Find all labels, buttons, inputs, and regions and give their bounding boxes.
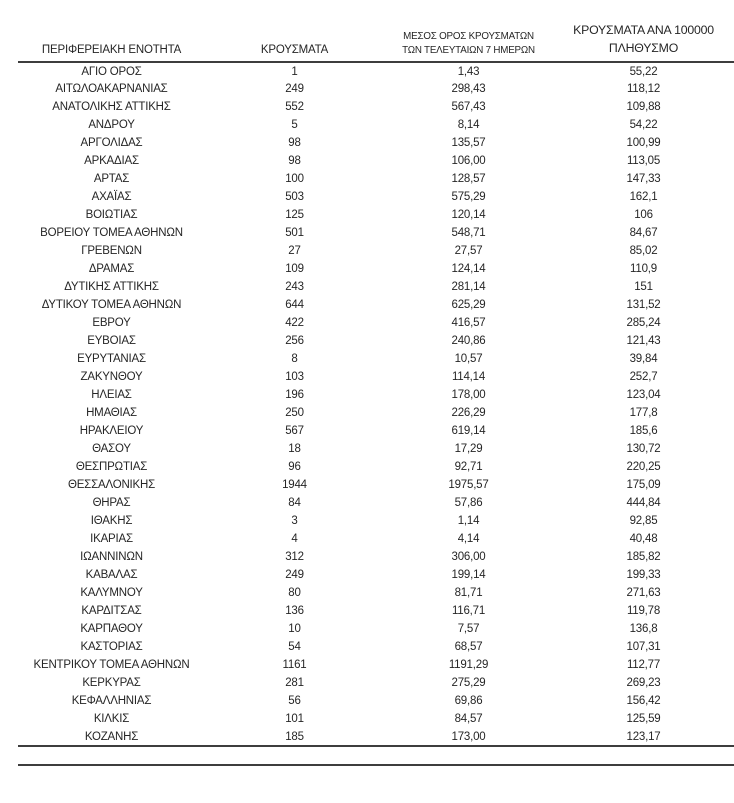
avg-7day-cell: 298,43 [451, 83, 486, 95]
per-100k-cell: 252,7 [629, 371, 658, 383]
per-100k-cell: 84,67 [629, 227, 658, 239]
avg-7day-cell: 17,29 [454, 443, 483, 455]
table-row [18, 62, 734, 80]
cases-cell: 98 [288, 137, 301, 149]
avg-7day-cell: 619,14 [451, 425, 486, 437]
regional-unit-cell: ΓΡΕΒΕΝΩΝ [81, 245, 142, 257]
regional-unit-cell: ΚΙΛΚΙΣ [93, 713, 130, 725]
regional-unit-cell: ΑΝΑΤΟΛΙΚΗΣ ΑΤΤΙΚΗΣ [52, 101, 171, 113]
table-row [18, 296, 734, 314]
cases-cell: 98 [288, 155, 301, 167]
avg-7day-cell: 7,57 [457, 623, 480, 635]
cases-cell: 100 [285, 173, 304, 185]
per-100k-cell: 147,33 [626, 173, 661, 185]
cases-cell: 125 [285, 209, 304, 221]
regional-unit-cell: ΚΑΡΔΙΤΣΑΣ [81, 605, 142, 617]
regional-unit-cell: ΗΡΑΚΛΕΙΟΥ [79, 425, 144, 437]
table-row [18, 566, 734, 584]
section-divider-rule [18, 764, 734, 766]
per-100k-cell: 444,84 [626, 497, 661, 509]
regional-unit-cell: ΑΡΚΑΔΙΑΣ [84, 155, 139, 167]
table-row [18, 278, 734, 296]
col-header-avg-7day [384, 22, 553, 62]
avg-7day-cell: 84,57 [454, 713, 483, 725]
regional-unit-cell: ΙΚΑΡΙΑΣ [90, 533, 133, 545]
regional-unit-cell: ΚΑΡΠΑΘΟΥ [80, 623, 143, 635]
col-header-cases-label: ΚΡΟΥΣΜΑΤΑ [260, 44, 329, 57]
regional-unit-cell: ΔΥΤΙΚΗΣ ΑΤΤΙΚΗΣ [64, 281, 159, 293]
avg-7day-cell: 548,71 [451, 227, 486, 239]
per-100k-cell: 118,12 [626, 83, 661, 95]
regional-cases-table [18, 22, 734, 747]
cases-cell: 250 [285, 407, 304, 419]
table-row [18, 710, 734, 728]
avg-7day-cell: 178,00 [451, 389, 486, 401]
regional-unit-cell: ΔΥΤΙΚΟΥ ΤΟΜΕΑ ΑΘΗΝΩΝ [41, 299, 182, 311]
avg-7day-cell: 68,57 [454, 641, 483, 653]
avg-7day-cell: 10,57 [454, 353, 483, 365]
regional-unit-cell: ΚΕΡΚΥΡΑΣ [82, 677, 141, 689]
table-row [18, 512, 734, 530]
per-100k-cell: 131,52 [626, 299, 661, 311]
table-row [18, 368, 734, 386]
regional-unit-cell: ΕΒΡΟΥ [92, 317, 131, 329]
cases-cell: 249 [285, 83, 304, 95]
cases-cell: 249 [285, 569, 304, 581]
avg-7day-cell: 135,57 [451, 137, 486, 149]
per-100k-cell: 100,99 [626, 137, 661, 149]
cases-cell: 552 [285, 101, 304, 113]
avg-7day-cell: 275,29 [451, 677, 486, 689]
regional-unit-cell: ΚΑΣΤΟΡΙΑΣ [80, 641, 143, 653]
per-100k-cell: 130,72 [626, 443, 661, 455]
table-row [18, 404, 734, 422]
cases-cell: 422 [285, 317, 304, 329]
per-100k-cell: 110,9 [630, 263, 657, 275]
per-100k-cell: 39,84 [629, 353, 658, 365]
table-row [18, 116, 734, 134]
col-header-cases [205, 22, 384, 62]
regional-unit-cell: ΚΕΝΤΡΙΚΟΥ ΤΟΜΕΑ ΑΘΗΝΩΝ [33, 659, 190, 671]
table-row [18, 656, 734, 674]
avg-7day-cell: 226,29 [451, 407, 486, 419]
table-row [18, 224, 734, 242]
cases-cell: 80 [288, 587, 301, 599]
cases-cell: 3 [291, 515, 298, 527]
per-100k-cell: 177,8 [629, 407, 658, 419]
per-100k-cell: 106 [634, 209, 653, 221]
table-row [18, 170, 734, 188]
cases-cell: 256 [285, 335, 304, 347]
per-100k-cell: 151 [634, 281, 653, 293]
avg-7day-cell: 1,14 [457, 515, 480, 527]
regional-unit-cell: ΘΕΣΠΡΩΤΙΑΣ [75, 461, 148, 473]
per-100k-cell: 175,09 [626, 479, 661, 491]
cases-cell: 109 [285, 263, 304, 275]
table-row [18, 206, 734, 224]
cases-cell: 185 [205, 728, 384, 746]
avg-7day-cell: 1191,29 [448, 659, 489, 671]
avg-7day-cell: 116,71 [451, 605, 486, 617]
avg-7day-cell: 199,14 [451, 569, 486, 581]
per-100k-cell: 285,24 [626, 317, 661, 329]
col-header-per-100k-line2: ΠΛΗΘΥΣΜΟ [608, 41, 679, 56]
avg-7day-cell: 625,29 [451, 299, 486, 311]
avg-7day-cell: 124,14 [451, 263, 486, 275]
table-row [18, 602, 734, 620]
col-header-regional-unit-label: ΠΕΡΙΦΕΡΕΙΑΚΗ ΕΝΟΤΗΤΑ [41, 44, 182, 57]
avg-7day-cell: 173,00 [384, 728, 553, 746]
cases-cell: 84 [288, 497, 301, 509]
table-row [18, 260, 734, 278]
table-row [18, 98, 734, 116]
avg-7day-cell: 27,57 [454, 245, 483, 257]
table-row [18, 530, 734, 548]
regional-unit-cell: ΘΑΣΟΥ [92, 443, 131, 455]
header-row [18, 22, 734, 62]
per-100k-cell: 269,23 [626, 677, 661, 689]
table-row [18, 134, 734, 152]
per-100k-cell: 119,78 [626, 605, 661, 617]
per-100k-cell: 113,05 [626, 155, 661, 167]
per-100k-cell: 199,33 [626, 569, 661, 581]
per-100k-cell: 107,31 [626, 641, 661, 653]
regional-unit-cell: ΑΓΙΟ ΟΡΟΣ [81, 65, 142, 78]
regional-unit-cell: ΑΧΑΪΑΣ [91, 191, 132, 203]
per-100k-cell: 271,63 [626, 587, 661, 599]
regional-unit-cell: ΙΘΑΚΗΣ [90, 515, 133, 527]
regional-unit-cell: ΒΟΙΩΤΙΑΣ [85, 209, 138, 221]
per-100k-cell: 125,59 [626, 713, 661, 725]
regional-unit-cell: ΕΥΒΟΙΑΣ [87, 335, 136, 347]
table-row [18, 440, 734, 458]
regional-unit-cell: ΑΡΓΟΛΙΔΑΣ [80, 137, 143, 149]
avg-7day-cell: 416,57 [451, 317, 486, 329]
table-row [18, 620, 734, 638]
cases-cell: 96 [288, 461, 301, 473]
cases-cell: 501 [285, 227, 304, 239]
per-100k-cell: 55,22 [629, 65, 658, 78]
per-100k-cell: 220,25 [626, 461, 661, 473]
cases-cell: 18 [288, 443, 301, 455]
avg-7day-cell: 1,43 [457, 65, 480, 78]
table-row [18, 584, 734, 602]
avg-7day-cell: 69,86 [454, 695, 483, 707]
table-row [18, 188, 734, 206]
avg-7day-cell: 128,57 [451, 173, 486, 185]
table-row [18, 458, 734, 476]
regional-unit-cell: ΑΙΤΩΛΟΑΚΑΡΝΑΝΙΑΣ [55, 83, 168, 95]
regional-unit-cell: ΖΑΚΥΝΘΟΥ [80, 371, 143, 383]
per-100k-cell: 123,17 [553, 728, 734, 746]
table-row [18, 692, 734, 710]
cases-cell: 312 [285, 551, 304, 563]
per-100k-cell: 85,02 [629, 245, 658, 257]
cases-cell: 10 [288, 623, 301, 635]
cases-cell: 54 [288, 641, 301, 653]
table-row [18, 728, 734, 746]
table-row [18, 674, 734, 692]
table-row [18, 350, 734, 368]
table-header [18, 22, 734, 62]
per-100k-cell: 136,8 [629, 623, 658, 635]
regional-unit-cell: ΘΗΡΑΣ [92, 497, 131, 509]
per-100k-cell: 156,42 [626, 695, 661, 707]
cases-cell: 56 [288, 695, 301, 707]
regional-unit-cell: ΚΟΖΑΝΗΣ [18, 728, 205, 746]
per-100k-cell: 112,77 [626, 659, 661, 671]
avg-7day-cell: 281,14 [451, 281, 486, 293]
col-header-avg-7day-line2: ΤΩΝ ΤΕΛΕΥΤΑΙΩΝ 7 ΗΜΕΡΩΝ [402, 44, 535, 56]
per-100k-cell: 40,48 [629, 533, 658, 545]
avg-7day-cell: 575,29 [451, 191, 486, 203]
cases-cell: 281 [285, 677, 304, 689]
table-row [18, 638, 734, 656]
avg-7day-cell: 8,14 [457, 119, 480, 131]
cases-cell: 101 [285, 713, 304, 725]
regional-unit-cell: ΗΜΑΘΙΑΣ [86, 407, 137, 419]
table-row [18, 314, 734, 332]
avg-7day-cell: 4,14 [457, 533, 480, 545]
per-100k-cell: 54,22 [629, 119, 658, 131]
regional-unit-cell: ΘΕΣΣΑΛΟΝΙΚΗΣ [67, 479, 156, 491]
avg-7day-cell: 106,00 [451, 155, 486, 167]
cases-cell: 1 [291, 65, 298, 78]
regional-unit-cell: ΑΡΤΑΣ [93, 173, 130, 185]
per-100k-cell: 92,85 [629, 515, 658, 527]
cases-cell: 136 [285, 605, 304, 617]
per-100k-cell: 185,6 [629, 425, 658, 437]
regional-unit-cell: ΙΩΑΝΝΙΝΩΝ [80, 551, 143, 563]
avg-7day-cell: 81,71 [454, 587, 483, 599]
table-row [18, 332, 734, 350]
avg-7day-cell: 240,86 [451, 335, 486, 347]
col-header-avg-7day-line1: ΜΕΣΟΣ ΟΡΟΣ ΚΡΟΥΣΜΑΤΩΝ [403, 30, 534, 42]
cases-cell: 196 [285, 389, 304, 401]
col-header-per-100k-line1: ΚΡΟΥΣΜΑΤΑ ΑΝΑ 100000 [573, 23, 714, 38]
cases-cell: 103 [285, 371, 304, 383]
per-100k-cell: 109,88 [626, 101, 661, 113]
regional-unit-cell: ΑΝΔΡΟΥ [88, 119, 135, 131]
col-header-regional-unit [18, 22, 205, 62]
cases-cell: 8 [291, 353, 298, 365]
cases-cell: 243 [285, 281, 304, 293]
per-100k-cell: 121,43 [626, 335, 661, 347]
regional-unit-cell: ΚΑΒΑΛΑΣ [85, 569, 138, 581]
cases-cell: 27 [288, 245, 301, 257]
avg-7day-cell: 567,43 [451, 101, 486, 113]
table-body [18, 62, 734, 746]
table-row [18, 548, 734, 566]
cases-cell: 503 [285, 191, 304, 203]
col-header-per-100k [553, 22, 734, 62]
avg-7day-cell: 1975,57 [448, 479, 489, 491]
avg-7day-cell: 114,14 [451, 371, 486, 383]
cases-cell: 644 [285, 299, 304, 311]
table-row [18, 386, 734, 404]
cases-cell: 567 [285, 425, 304, 437]
table-row [18, 242, 734, 260]
table-row [18, 494, 734, 512]
avg-7day-cell: 120,14 [451, 209, 486, 221]
regional-unit-cell: ΔΡΑΜΑΣ [88, 263, 135, 275]
per-100k-cell: 162,1 [629, 191, 658, 203]
per-100k-cell: 123,04 [626, 389, 661, 401]
table-row [18, 80, 734, 98]
avg-7day-cell: 92,71 [454, 461, 483, 473]
cases-cell: 5 [291, 119, 298, 131]
table-row [18, 152, 734, 170]
table-row [18, 476, 734, 494]
table-row [18, 422, 734, 440]
per-100k-cell: 185,82 [626, 551, 661, 563]
regional-unit-cell: ΗΛΕΙΑΣ [91, 389, 132, 401]
regional-unit-cell: ΚΕΦΑΛΛΗΝΙΑΣ [71, 695, 152, 707]
regional-unit-cell: ΒΟΡΕΙΟΥ ΤΟΜΕΑ ΑΘΗΝΩΝ [40, 227, 183, 239]
avg-7day-cell: 57,86 [454, 497, 483, 509]
avg-7day-cell: 306,00 [451, 551, 486, 563]
cases-cell: 4 [291, 533, 298, 545]
cases-cell: 1944 [282, 479, 307, 491]
cases-cell: 1161 [282, 659, 307, 671]
regional-unit-cell: ΚΑΛΥΜΝΟΥ [80, 587, 143, 599]
regional-unit-cell: ΕΥΡΥΤΑΝΙΑΣ [77, 353, 146, 365]
